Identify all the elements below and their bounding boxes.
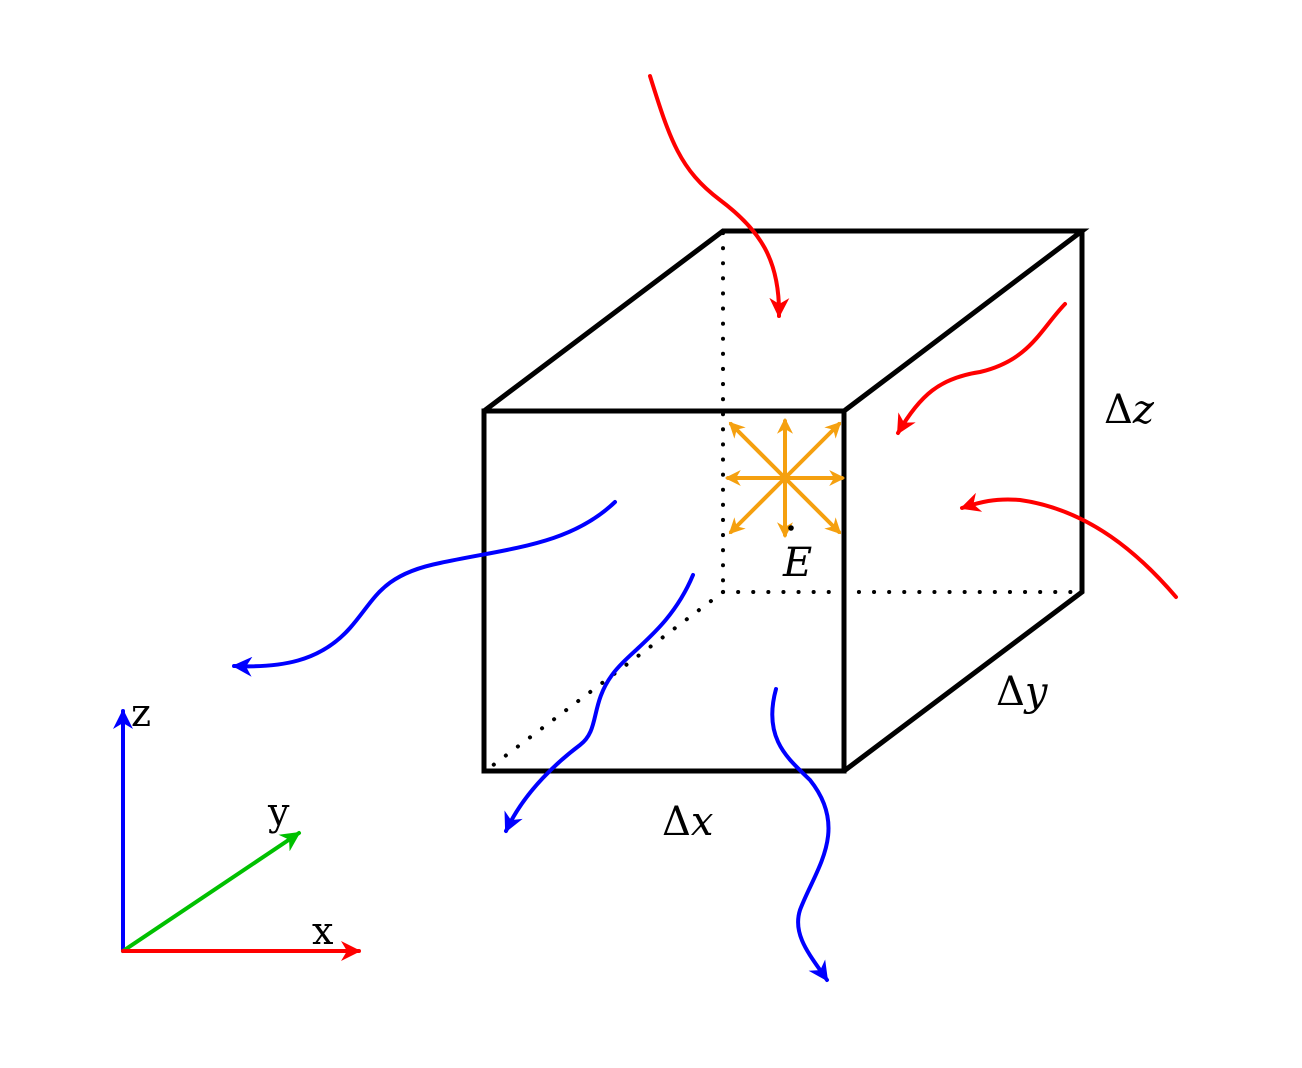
y-axis-label: y <box>268 790 290 834</box>
energy-symbol: E <box>783 540 813 586</box>
cube-front-face <box>484 411 844 771</box>
dimension-dx-label: Δx <box>662 799 714 845</box>
incoming-flows <box>650 76 1176 597</box>
incoming-flow-right-upper <box>898 304 1065 433</box>
z-axis-label: z <box>131 691 152 735</box>
dimension-dz-label: Δz <box>1104 387 1154 433</box>
outgoing-flow-bottom <box>772 689 828 980</box>
incoming-flow-top <box>650 76 779 316</box>
cube-top-face <box>484 231 1082 411</box>
energy-source-icon <box>728 421 842 535</box>
incoming-flow-right-lower <box>962 499 1176 597</box>
x-axis-label: x <box>312 909 334 953</box>
energy-dot <box>788 525 794 531</box>
y-axis-arrow <box>123 833 299 951</box>
outgoing-flow-front <box>506 575 693 831</box>
outgoing-flow-left <box>234 502 615 666</box>
dimension-dy-label: Δy <box>996 669 1048 715</box>
hidden-edge-depth <box>484 592 723 772</box>
